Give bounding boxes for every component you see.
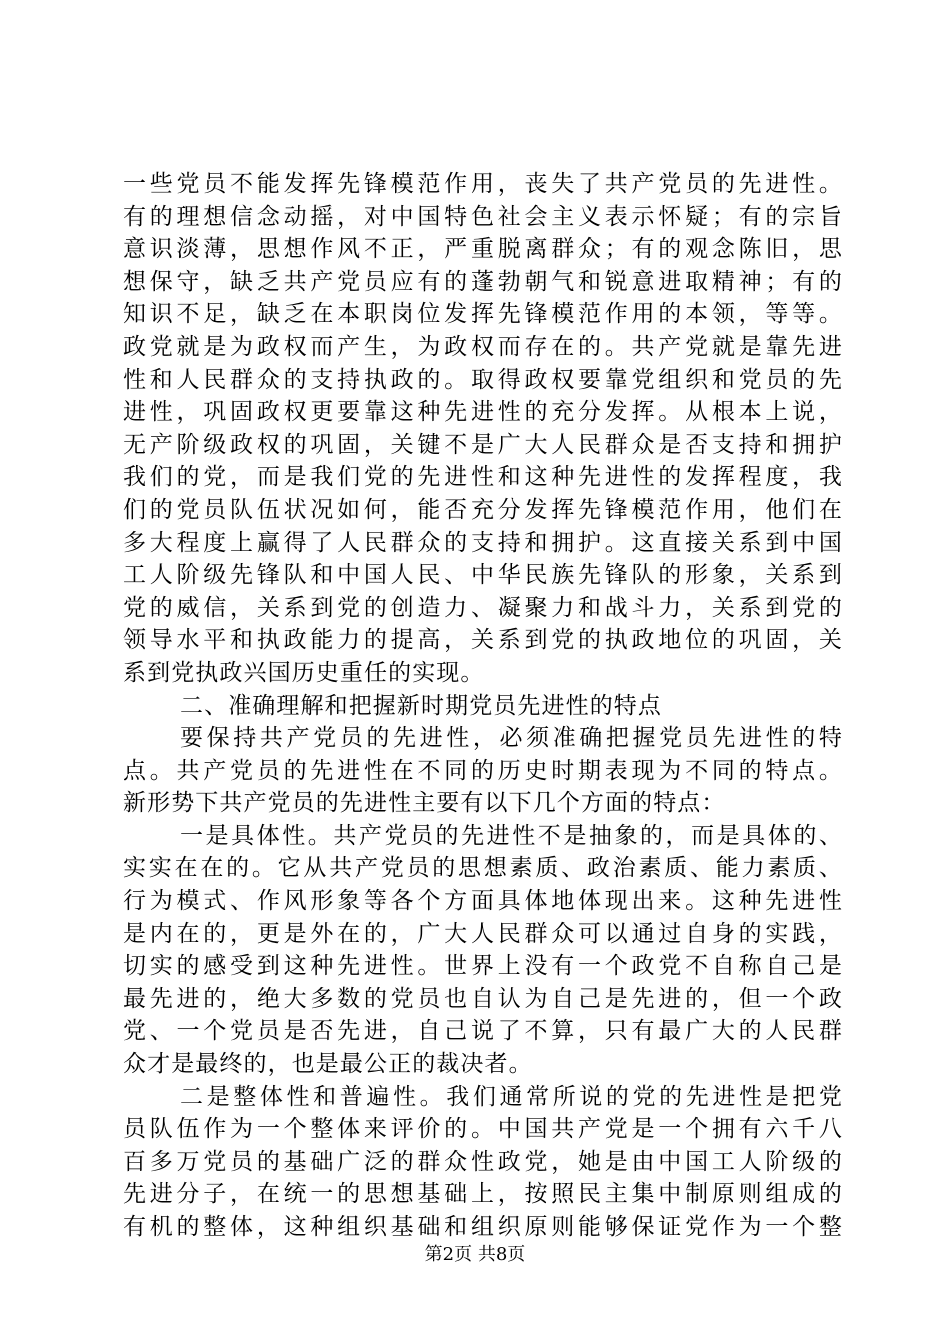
text-line: 意识淡薄，思想作风不正，严重脱离群众；有的观念陈旧，思 xyxy=(123,236,843,263)
text-line: 点。共产党员的先进性在不同的历史时期表现为不同的特点。 xyxy=(123,757,843,784)
text-line: 领导水平和执政能力的提高，关系到党的执政地位的巩固，关 xyxy=(123,627,843,654)
text-line: 工人阶级先锋队和中国人民、中华民族先锋队的形象，关系到 xyxy=(123,562,843,589)
text-line: 众才是最终的，也是最公正的裁决者。 xyxy=(123,1051,533,1078)
text-line: 百多万党员的基础广泛的群众性政党，她是由中国工人阶级的 xyxy=(123,1148,843,1175)
page-number: 第2页 共8页 xyxy=(424,1244,526,1265)
text-line: 多大程度上赢得了人民群众的支持和拥护。这直接关系到中国 xyxy=(123,529,843,556)
text-line: 实实在在的。它从共产党员的思想素质、政治素质、能力素质、 xyxy=(123,855,843,882)
text-line: 一些党员不能发挥先锋模范作用，丧失了共产党员的先进性。 xyxy=(123,171,843,197)
text-line: 二是整体性和普遍性。我们通常所说的党的先进性是把党 xyxy=(180,1083,843,1110)
text-line: 先进分子，在统一的思想基础上，按照民主集中制原则组成的 xyxy=(123,1181,843,1208)
text-line: 们的党员队伍状况如何，能否充分发挥先锋模范作用，他们在 xyxy=(123,496,843,523)
text-line: 要保持共产党员的先进性，必须准确把握党员先进性的特 xyxy=(180,725,843,752)
text-line: 切实的感受到这种先进性。世界上没有一个政党不自称自己是 xyxy=(123,953,843,980)
text-line: 二、准确理解和把握新时期党员先进性的特点 xyxy=(180,692,662,719)
text-line: 我们的党，而是我们党的先进性和这种先进性的发挥程度，我 xyxy=(123,464,843,491)
text-line: 有的理想信念动摇，对中国特色社会主义表示怀疑；有的宗旨 xyxy=(123,203,843,230)
text-line: 知识不足，缺乏在本职岗位发挥先锋模范作用的本领，等等。 xyxy=(123,301,843,328)
text-line: 是内在的，更是外在的，广大人民群众可以通过自身的实践， xyxy=(123,920,843,947)
text-line: 有机的整体，这种组织基础和组织原则能够保证党作为一个整 xyxy=(123,1214,843,1240)
text-line: 想保守，缺乏共产党员应有的蓬勃朝气和锐意进取精神；有的 xyxy=(123,268,843,295)
text-line: 政党就是为政权而产生，为政权而存在的。共产党就是靠先进 xyxy=(123,333,843,360)
text-line: 性和人民群众的支持执政的。取得政权要靠党组织和党员的先 xyxy=(123,366,843,393)
page-footer xyxy=(0,1244,950,1266)
text-line: 党、一个党员是否先进，自己说了不算，只有最广大的人民群 xyxy=(123,1018,843,1045)
text-line: 新形势下共产党员的先进性主要有以下几个方面的特点： xyxy=(123,790,726,817)
text-line: 行为模式、作风形象等各个方面具体地体现出来。这种先进性 xyxy=(123,888,843,915)
text-line: 一是具体性。共产党员的先进性不是抽象的，而是具体的、 xyxy=(180,822,843,849)
text-line: 员队伍作为一个整体来评价的。中国共产党是一个拥有六千八 xyxy=(123,1116,843,1143)
text-line: 最先进的，绝大多数的党员也自认为自己是先进的，但一个政 xyxy=(123,985,843,1012)
text-line: 无产阶级政权的巩固，关键不是广大人民群众是否支持和拥护 xyxy=(123,431,843,458)
text-line: 党的威信，关系到党的创造力、凝聚力和战斗力，关系到党的 xyxy=(123,594,843,621)
text-line: 进性，巩固政权更要靠这种先进性的充分发挥。从根本上说， xyxy=(123,399,843,426)
body-text xyxy=(123,168,843,1244)
text-line: 系到党执政兴国历史重任的实现。 xyxy=(123,659,485,686)
